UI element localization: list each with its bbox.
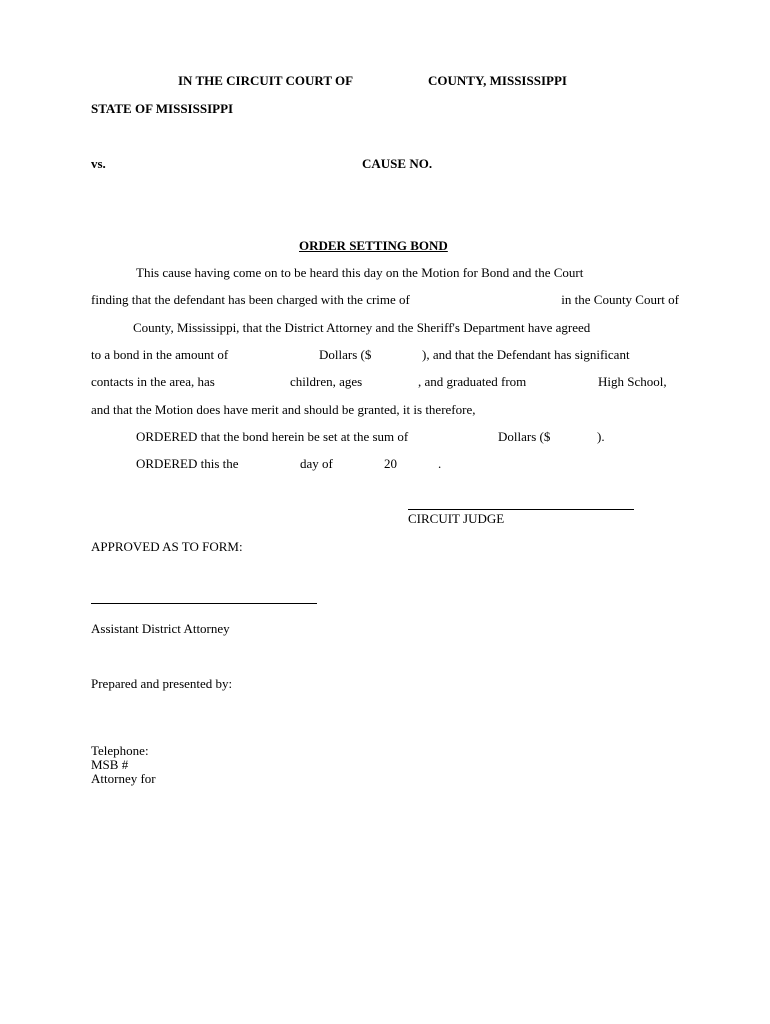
order-line-2-b: day of (300, 456, 333, 471)
ada-signature-line (91, 603, 317, 604)
plaintiff-caption: STATE OF MISSISSIPPI (91, 101, 234, 116)
body-line-5-d: High School, (598, 374, 667, 389)
order-line-2-a: ORDERED this the (136, 456, 239, 471)
document-title: ORDER SETTING BOND (299, 238, 448, 253)
order-line-2-d: . (438, 456, 442, 471)
body-line-4-a: to a bond in the amount of (91, 347, 229, 362)
body-line-6: and that the Motion does have merit and should be granted, it is therefore, (91, 402, 476, 417)
body-line-3: County, Mississippi, that the District Attorney and the Sheriff's Department have agreed (133, 320, 591, 335)
judge-signature-label: CIRCUIT JUDGE (408, 511, 505, 526)
body-line-2-a: finding that the defendant has been charged with the crime of (91, 292, 410, 307)
prepared-by-label: Prepared and presented by: (91, 676, 233, 691)
order-line-2-c: 20 (384, 456, 397, 471)
order-line-1-c: ). (597, 429, 605, 444)
order-line-1-a: ORDERED that the bond herein be set at the sum of (136, 429, 409, 444)
court-heading-suffix: COUNTY, MISSISSIPPI (428, 73, 567, 88)
cause-number-label: CAUSE NO. (362, 156, 433, 171)
attorney-for-label: Attorney for (91, 771, 156, 786)
order-line-1-b: Dollars ($ (498, 429, 551, 444)
ada-signature-label: Assistant District Attorney (91, 621, 230, 636)
approved-as-to-form: APPROVED AS TO FORM: (91, 539, 243, 554)
body-line-2 (91, 292, 679, 307)
body-line-4-b: Dollars ($ (319, 347, 372, 362)
body-line-1: This cause having come on to be heard this day on the Motion for Bond and the Court (136, 265, 584, 280)
msb-label: MSB # (91, 757, 129, 772)
vs-caption: vs. (91, 156, 106, 171)
judge-signature-line (408, 509, 634, 510)
body-line-5-a: contacts in the area, has (91, 374, 215, 389)
body-line-5-b: children, ages (290, 374, 363, 389)
body-line-5-c: , and graduated from (418, 374, 527, 389)
body-line-4-c: ), and that the Defendant has significant (422, 347, 630, 362)
court-heading-prefix: IN THE CIRCUIT COURT OF (178, 73, 354, 88)
telephone-label: Telephone: (91, 743, 149, 758)
body-line-2-b: in the County Court of (561, 292, 679, 307)
